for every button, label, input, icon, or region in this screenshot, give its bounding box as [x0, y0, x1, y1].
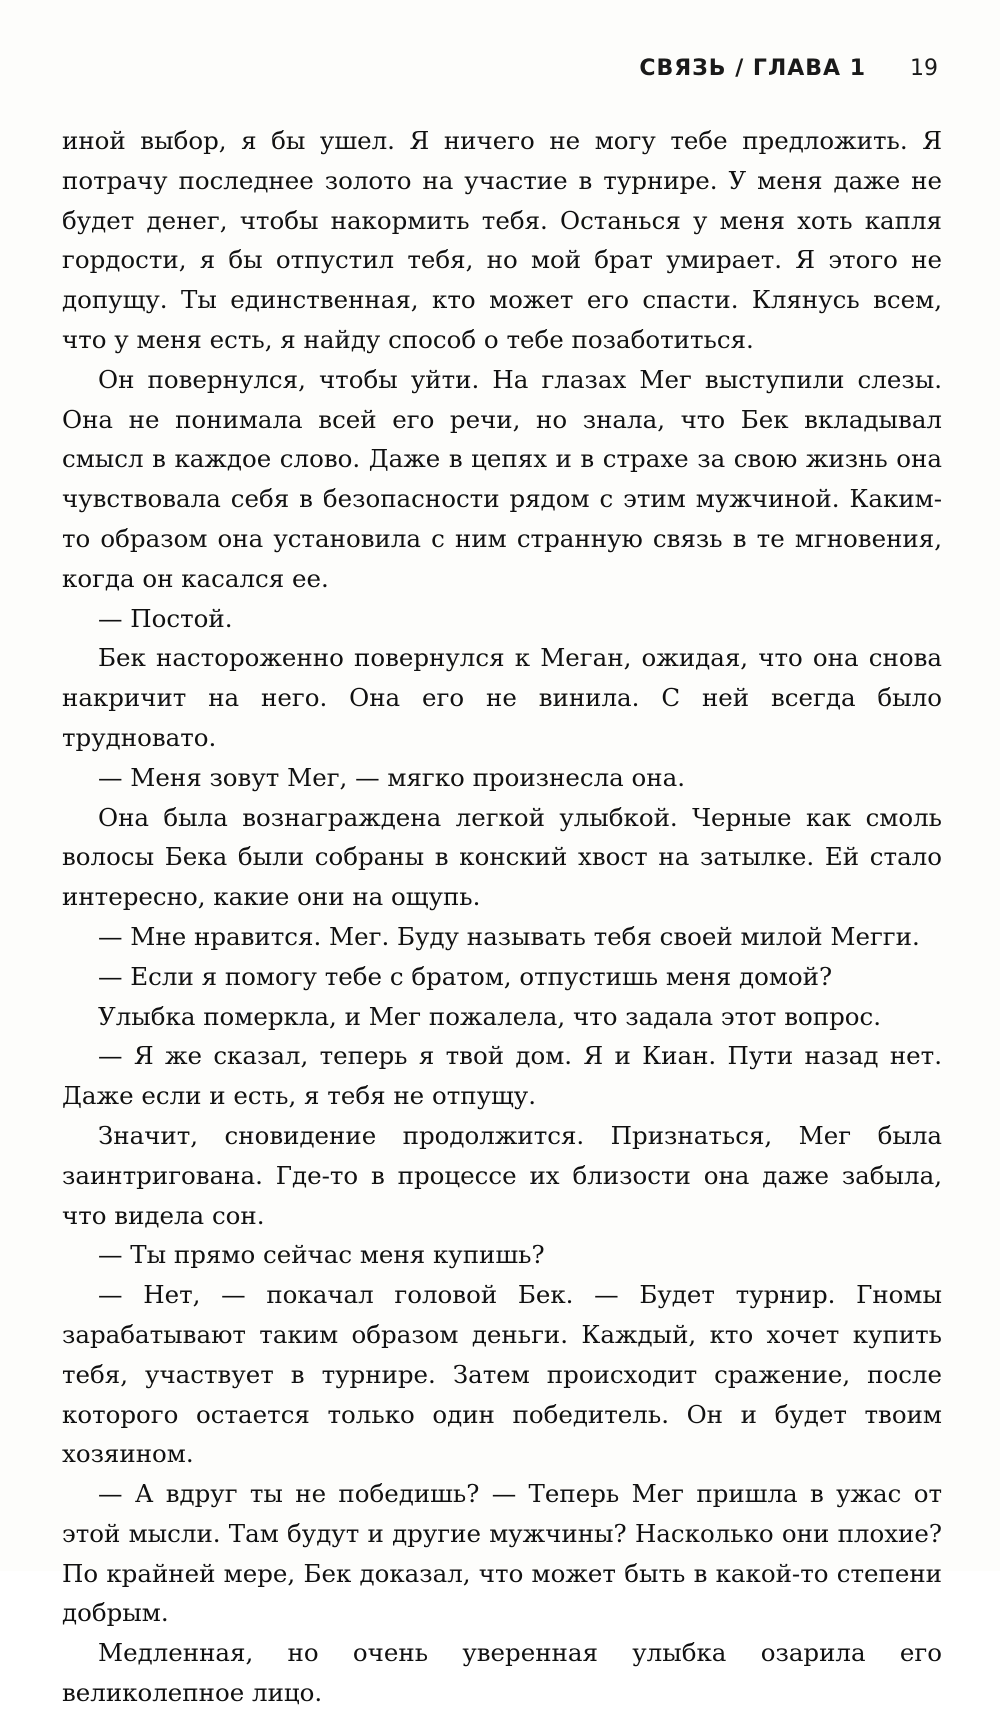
dialogue-line: — Меня зовут Мег, — мягко произнесла она. [98, 762, 686, 792]
page-number: 19 [910, 56, 938, 81]
paragraph: Бек настороженно повернулся к Меган, ожидая, что она снова накричит на него. Она его не винила. С ней всегда было трудновато. [62, 643, 942, 752]
dialogue-line: — А вдруг ты не победишь? — Теперь Мег пришла в ужас от этой мысли. Там будут и другие мужчины? Насколько они плохие? По крайней мере, Бек доказал, что может быть в какой-то степени добрым. [62, 1479, 942, 1628]
paragraph: иной выбор, я бы ушел. Я ничего не могу тебе предложить. Я потрачу последнее золото на участие в турнире. У меня даже не будет денег, чтобы накормить тебя. Останься у меня хоть капля гордости, я бы отпустил тебя, но мой брат умирает. Я этого не допущу. Ты единственная, кто может его спасти. Клянусь всем, что у меня есть, я найду способ о тебе позаботиться. [62, 126, 942, 354]
body-text [62, 121, 942, 1713]
paragraph: Медленная, но очень уверенная улыбка озарила его великолепное лицо. [62, 1638, 942, 1708]
running-head [639, 56, 938, 81]
paragraph: Улыбка померкла, и Мег пожалела, что задала этот вопрос. [98, 1001, 882, 1031]
paragraph: Он повернулся, чтобы уйти. На глазах Мег выступили слезы. Она не понимала всей его речи, но знала, что Бек вкладывал смысл в каждое слово. Даже в цепях и в страхе за свою жизнь она чувствовала себя в безопасности рядом с этим мужчиной. Каким-то образом она установила с ним странную связь в те мгновения, когда он касался ее. [62, 364, 942, 593]
dialogue-line: — Я же сказал, теперь я твой дом. Я и Киан. Пути назад нет. Даже если и есть, я тебя не отпущу. [62, 1041, 942, 1111]
dialogue-line: — Мне нравится. Мег. Буду называть тебя своей милой Мегги. [98, 921, 920, 951]
paragraph: Значит, сновидение продолжится. Признаться, Мег была заинтригована. Где-то в процессе их близости она даже забыла, что видела сон. [62, 1120, 942, 1230]
dialogue-line: — Нет, — покачал головой Бек. — Будет турнир. Гномы зарабатывают таким образом деньги. Каждый, кто хочет купить тебя, участвует в турнире. Затем происходит сражение, после которого остается только один победитель. Он и будет твоим хозяином. [62, 1280, 942, 1469]
dialogue-line: — Постой. [98, 603, 233, 633]
dialogue-line: — Ты прямо сейчас меня купишь? [98, 1240, 545, 1270]
chapter-title: СВЯЗЬ / ГЛАВА 1 [639, 56, 866, 81]
paragraph: Она была вознаграждена легкой улыбкой. Черные как смоль волосы Бека были собраны в конский хвост на затылке. Ей стало интересно, какие они на ощупь. [62, 802, 942, 912]
dialogue-line: — Если я помогу тебе с братом, отпустишь меня домой? [98, 961, 833, 991]
